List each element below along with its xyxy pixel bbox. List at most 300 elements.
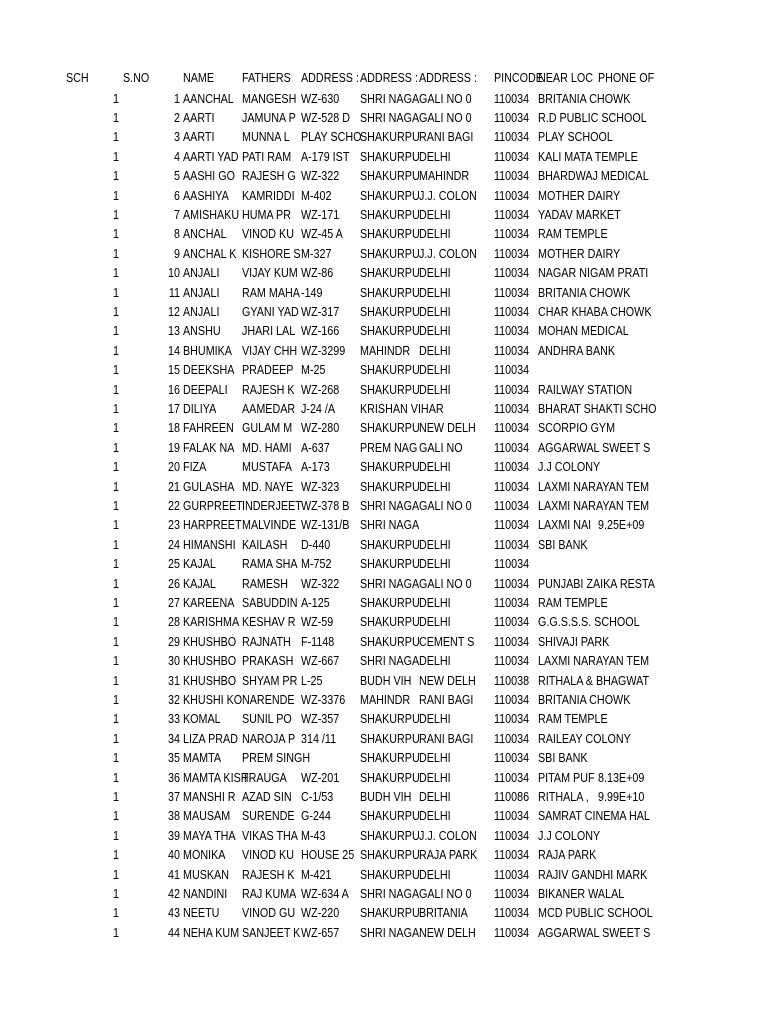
cell-address-1: J-24 /A (301, 401, 336, 416)
cell-address-3: DELHI (419, 207, 451, 222)
cell-near-loc: RAM TEMPLE (538, 227, 608, 242)
cell-pincode: 110034 (494, 654, 530, 669)
cell-fathers: GYANI YAD (242, 304, 299, 319)
cell-sno: 27 (168, 595, 180, 610)
cell-pincode: 110034 (494, 266, 530, 281)
cell-pincode: 110034 (494, 110, 530, 125)
cell-sno: 16 (168, 382, 180, 397)
cell-name: ANJALI (183, 266, 220, 281)
cell-name: FIZA (183, 460, 207, 475)
cell-sch: 1 (113, 91, 119, 106)
cell-sch: 1 (113, 595, 119, 610)
cell-pincode: 110034 (494, 91, 530, 106)
table-row (0, 807, 768, 826)
cell-sch: 1 (113, 460, 119, 475)
cell-name: AASHI GO (183, 169, 235, 184)
cell-phone: 9.99E+10 (598, 789, 645, 804)
table-row (0, 342, 768, 361)
cell-address-2: SHRI NAGA (360, 886, 420, 901)
cell-address-1: WZ-317 (301, 304, 340, 319)
cell-near-loc: PLAY SCHOOL (538, 130, 613, 145)
cell-address-1: PLAY SCHO (301, 130, 362, 145)
cell-near-loc: YADAV MARKET (538, 207, 621, 222)
cell-pincode: 110034 (494, 634, 530, 649)
cell-address-1: WZ-166 (301, 324, 340, 339)
cell-pincode: 110034 (494, 828, 530, 843)
cell-sno: 4 (174, 149, 180, 164)
cell-address-1: M-43 (301, 828, 326, 843)
cell-address-1: WZ-657 (301, 925, 340, 940)
cell-sch: 1 (113, 828, 119, 843)
cell-phone (598, 245, 651, 264)
cell-name: DILIYA (183, 401, 217, 416)
cell-name: AMISHAKU (183, 207, 240, 222)
cell-phone (598, 497, 651, 516)
cell-phone (598, 109, 651, 128)
cell-sch: 1 (113, 886, 119, 901)
cell-near-loc: MOHAN MEDICAL (538, 324, 629, 339)
cell-fathers: RAMA SHA (242, 557, 298, 572)
cell-fathers: MD. NAYE (242, 479, 294, 494)
table-row (0, 749, 768, 768)
cell-address-1: WZ-357 (301, 712, 340, 727)
table-row (0, 225, 768, 244)
cell-sch: 1 (113, 692, 119, 707)
cell-near-loc: NAGAR NIGAM PRATI (538, 266, 649, 281)
cell-phone (598, 361, 651, 380)
cell-near-loc: MCD PUBLIC SCHOOL (538, 906, 653, 921)
cell-name: NEETU (183, 906, 220, 921)
cell-pincode: 110034 (494, 712, 530, 727)
cell-address-3: RAJA PARK (419, 848, 478, 863)
cell-sch: 1 (113, 751, 119, 766)
cell-name: KHUSHBO (183, 654, 237, 669)
cell-sch: 1 (113, 207, 119, 222)
table-row (0, 458, 768, 477)
cell-sno: 8 (174, 227, 180, 242)
cell-fathers: KESHAV R (242, 615, 296, 630)
cell-pincode: 110034 (494, 557, 530, 572)
cell-sno: 35 (168, 751, 180, 766)
cell-pincode: 110034 (494, 595, 530, 610)
cell-name: KAJAL (183, 576, 216, 591)
cell-sch: 1 (113, 848, 119, 863)
cell-pincode: 110034 (494, 207, 530, 222)
cell-fathers: SURENDE (242, 809, 295, 824)
cell-sch: 1 (113, 518, 119, 533)
cell-pincode: 110034 (494, 925, 530, 940)
cell-address-3: DELHI (419, 615, 451, 630)
cell-near-loc: PUNJABI ZAIKA RESTA (538, 576, 655, 591)
cell-address-1: WZ-3299 (301, 343, 346, 358)
cell-sch: 1 (113, 537, 119, 552)
cell-phone (598, 167, 651, 186)
cell-pincode: 110034 (494, 227, 530, 242)
cell-name: ANCHAL (183, 227, 227, 242)
cell-pincode: 110034 (494, 343, 530, 358)
cell-near-loc: LAXMI NAI (538, 518, 592, 533)
cell-name: LIZA PRAD (183, 731, 238, 746)
cell-fathers: RAJESH G (242, 169, 296, 184)
cell-phone (598, 303, 651, 322)
cell-address-1: M-327 (301, 246, 332, 261)
cell-address-2: SHAKURPU (360, 266, 420, 281)
cell-phone (598, 284, 651, 303)
cell-address-1: A-173 (301, 460, 330, 475)
cell-sch: 1 (113, 401, 119, 416)
cell-phone (598, 264, 651, 283)
table-row (0, 730, 768, 749)
cell-sno: 29 (168, 634, 180, 649)
cell-sno: 9 (174, 246, 180, 261)
cell-sno: 37 (168, 789, 180, 804)
cell-address-3: DELHI (419, 363, 451, 378)
cell-phone (598, 206, 651, 225)
cell-sno: 14 (168, 343, 180, 358)
cell-address-1: WZ-59 (301, 615, 334, 630)
cell-address-2: SHAKURPU (360, 460, 420, 475)
cell-address-2: SHAKURPU (360, 557, 420, 572)
cell-phone (598, 148, 651, 167)
table-row (0, 322, 768, 341)
cell-phone (598, 342, 651, 361)
cell-address-3: DELHI (419, 712, 451, 727)
cell-pincode: 110034 (494, 149, 530, 164)
cell-phone (598, 439, 651, 458)
cell-address-1: WZ-268 (301, 382, 340, 397)
cell-address-2: SHAKURPU (360, 537, 420, 552)
cell-sch: 1 (113, 363, 119, 378)
cell-phone (598, 400, 651, 419)
cell-phone (598, 904, 651, 923)
cell-pincode: 110034 (494, 537, 530, 552)
cell-address-3: GALI NO 0 (419, 886, 472, 901)
cell-address-2: SHAKURPU (360, 479, 420, 494)
cell-address-3: DELHI (419, 149, 451, 164)
table-row (0, 381, 768, 400)
cell-pincode: 110034 (494, 809, 530, 824)
cell-address-3: RANI BAGI (419, 731, 474, 746)
cell-address-3: J.J. COLON (419, 828, 477, 843)
cell-address-1: WZ-322 (301, 169, 340, 184)
cell-name: AARTI (183, 130, 215, 145)
cell-near-loc: RAM TEMPLE (538, 595, 608, 610)
cell-name: DEEKSHA (183, 363, 235, 378)
cell-near-loc: RITHALA & BHAGWAT (538, 673, 650, 688)
cell-sno: 38 (168, 809, 180, 824)
cell-sno: 3 (174, 130, 180, 145)
cell-address-2: SHRI NAGA (360, 110, 420, 125)
cell-fathers: JHARI LAL (242, 324, 296, 339)
cell-address-1: M-752 (301, 557, 332, 572)
cell-near-loc: RAJIV GANDHI MARK (538, 867, 648, 882)
table-row (0, 128, 768, 147)
cell-sno: 34 (168, 731, 180, 746)
cell-address-2: BUDH VIH (360, 673, 412, 688)
cell-sch: 1 (113, 712, 119, 727)
cell-address-1: A-637 (301, 440, 330, 455)
cell-sch: 1 (113, 925, 119, 940)
cell-address-3: DELHI (419, 751, 451, 766)
cell-name: MANSHI R (183, 789, 236, 804)
cell-address-3: RANI BAGI (419, 130, 474, 145)
cell-fathers: MD. HAMI (242, 440, 292, 455)
cell-fathers: TRAUGA (242, 770, 287, 785)
cell-address-2: SHRI NAGA (360, 518, 420, 533)
cell-name: GULASHA (183, 479, 235, 494)
cell-address-1: C-1/53 (301, 789, 334, 804)
cell-address-3: DELHI (419, 867, 451, 882)
cell-sch: 1 (113, 789, 119, 804)
cell-address-2: MAHINDR (360, 343, 411, 358)
header-name: NAME (183, 71, 215, 85)
cell-name: NEHA KUM (183, 925, 240, 940)
cell-address-3: DELHI (419, 770, 451, 785)
cell-address-2: SHAKURPU (360, 421, 420, 436)
cell-pincode: 110034 (494, 382, 530, 397)
cell-pincode: 110034 (494, 498, 530, 513)
cell-fathers: JAMUNA P (242, 110, 296, 125)
cell-pincode: 110034 (494, 751, 530, 766)
header-row (0, 69, 768, 88)
cell-phone (598, 633, 651, 652)
cell-sno: 11 (168, 285, 180, 300)
table-row (0, 400, 768, 419)
cell-near-loc: PITAM PUF (538, 770, 595, 785)
cell-near-loc: SBI BANK (538, 537, 588, 552)
cell-sno: 24 (168, 537, 180, 552)
cell-address-1: G-244 (301, 809, 331, 824)
cell-address-3: DELHI (419, 227, 451, 242)
cell-fathers: KISHORE S (242, 246, 301, 261)
cell-address-1: -149 (301, 285, 323, 300)
cell-name: HIMANSHI (183, 537, 236, 552)
cell-fathers: SABUDDIN (242, 595, 298, 610)
cell-near-loc: R.D PUBLIC SCHOOL (538, 110, 647, 125)
cell-sch: 1 (113, 906, 119, 921)
cell-phone (598, 536, 651, 555)
cell-name: MONIKA (183, 848, 226, 863)
table-row (0, 575, 768, 594)
cell-address-1: WZ-634 A (301, 886, 349, 901)
cell-address-1: WZ-630 (301, 91, 340, 106)
cell-fathers: KAMRIDDI (242, 188, 295, 203)
cell-fathers: AZAD SIN (242, 789, 292, 804)
cell-address-2: SHAKURPU (360, 595, 420, 610)
cell-sch: 1 (113, 324, 119, 339)
cell-address-2: SHAKURPU (360, 615, 420, 630)
cell-fathers: INDERJEET (242, 498, 302, 513)
cell-address-2: SHAKURPU (360, 169, 420, 184)
cell-name: FALAK NA (183, 440, 235, 455)
cell-address-3: DELHI (419, 537, 451, 552)
cell-sno: 40 (168, 848, 180, 863)
cell-pincode: 110034 (494, 692, 530, 707)
cell-fathers: VIJAY KUM (242, 266, 298, 281)
cell-name: KAJAL (183, 557, 216, 572)
cell-fathers: VINOD KU (242, 848, 294, 863)
cell-address-1: WZ-528 D (301, 110, 350, 125)
cell-address-3: DELHI (419, 382, 451, 397)
cell-pincode: 110034 (494, 130, 530, 145)
cell-address-1: WZ-171 (301, 207, 340, 222)
cell-phone (598, 827, 651, 846)
cell-fathers: PATI RAM (242, 149, 292, 164)
cell-sch: 1 (113, 770, 119, 785)
cell-sno: 6 (174, 188, 180, 203)
cell-near-loc: SAMRAT CINEMA HAL (538, 809, 650, 824)
header-near-loc: NEAR LOC (538, 71, 593, 85)
cell-address-2: SHAKURPU (360, 770, 420, 785)
cell-sch: 1 (113, 304, 119, 319)
cell-sno: 13 (168, 324, 180, 339)
cell-address-2: SHAKURPU (360, 828, 420, 843)
cell-address-1: M-421 (301, 867, 332, 882)
cell-address-2: MAHINDR (360, 692, 411, 707)
cell-address-3: GALI NO 0 (419, 576, 472, 591)
cell-near-loc: RAILEAY COLONY (538, 731, 631, 746)
cell-sno: 41 (168, 867, 180, 882)
table-row (0, 497, 768, 516)
cell-sno: 43 (168, 906, 180, 921)
cell-fathers: RAJESH K (242, 382, 295, 397)
cell-address-1: WZ-86 (301, 266, 334, 281)
cell-phone (598, 730, 651, 749)
header-address-1: ADDRESS : (301, 71, 359, 85)
cell-address-3: MAHINDR (419, 169, 470, 184)
table-row (0, 361, 768, 380)
cell-name: KHUSHI KO (183, 692, 243, 707)
cell-phone (598, 90, 651, 109)
cell-sno: 23 (168, 518, 180, 533)
cell-fathers: VINOD GU (242, 906, 296, 921)
cell-address-3: J.J. COLON (419, 188, 477, 203)
cell-near-loc: LAXMI NARAYAN TEM (538, 479, 650, 494)
cell-address-3: RANI BAGI (419, 692, 474, 707)
cell-sch: 1 (113, 343, 119, 358)
table-row (0, 594, 768, 613)
cell-address-3: DELHI (419, 479, 451, 494)
cell-pincode: 110034 (494, 421, 530, 436)
cell-fathers: PREM SINGH (242, 751, 311, 766)
cell-address-1: WZ-667 (301, 654, 340, 669)
cell-pincode: 110034 (494, 848, 530, 863)
cell-address-2: SHAKURPU (360, 867, 420, 882)
cell-address-3: DELHI (419, 324, 451, 339)
cell-address-2: PREM NAG (360, 440, 418, 455)
table-row (0, 710, 768, 729)
cell-phone (598, 225, 651, 244)
table-row (0, 633, 768, 652)
cell-sno: 18 (168, 421, 180, 436)
cell-address-3: NEW DELH (419, 673, 476, 688)
cell-near-loc: MOTHER DAIRY (538, 188, 621, 203)
cell-address-3: J.J. COLON (419, 246, 477, 261)
cell-sno: 42 (168, 886, 180, 901)
cell-pincode: 110034 (494, 401, 530, 416)
cell-address-3: DELHI (419, 595, 451, 610)
cell-fathers: VIJAY CHH (242, 343, 298, 358)
cell-sno: 17 (168, 401, 180, 416)
cell-address-3: GALI NO 0 (419, 110, 472, 125)
cell-address-3 (419, 400, 483, 419)
table-row (0, 885, 768, 904)
cell-name: MAMTA KISH (183, 770, 249, 785)
cell-sch: 1 (113, 809, 119, 824)
cell-address-1: D-440 (301, 537, 331, 552)
cell-address-1: WZ-131/B (301, 518, 350, 533)
cell-sno: 1 (174, 91, 180, 106)
table-row (0, 284, 768, 303)
cell-address-3: GALI NO 0 (419, 498, 472, 513)
cell-near-loc: RAM TEMPLE (538, 712, 608, 727)
cell-address-3: DELHI (419, 304, 451, 319)
cell-fathers: GULAM M (242, 421, 293, 436)
cell-fathers: RAJESH K (242, 867, 295, 882)
cell-address-3: DELHI (419, 789, 451, 804)
cell-name: NANDINI (183, 886, 228, 901)
cell-address-1: WZ-3376 (301, 692, 346, 707)
cell-phone (598, 866, 651, 885)
table-row (0, 846, 768, 865)
cell-phone (598, 419, 651, 438)
cell-address-1: WZ-323 (301, 479, 340, 494)
cell-address-1: L-25 (301, 673, 323, 688)
header-pincode: PINCODE (494, 71, 543, 85)
cell-near-loc: LAXMI NARAYAN TEM (538, 498, 650, 513)
cell-sch: 1 (113, 731, 119, 746)
cell-address-3: DELHI (419, 460, 451, 475)
cell-near-loc: SCORPIO GYM (538, 421, 616, 436)
cell-sch: 1 (113, 498, 119, 513)
table-row (0, 303, 768, 322)
cell-near-loc: LAXMI NARAYAN TEM (538, 654, 650, 669)
cell-address-1: 314 /11 (301, 731, 337, 746)
table-row (0, 924, 768, 943)
cell-sno: 26 (168, 576, 180, 591)
cell-name: AARTI YAD (183, 149, 239, 164)
cell-sno: 30 (168, 654, 180, 669)
cell-fathers: MUSTAFA (242, 460, 292, 475)
table-row (0, 419, 768, 438)
cell-sch: 1 (113, 285, 119, 300)
cell-address-2: KRISHAN VIHAR (360, 401, 444, 416)
cell-address-2: SHRI NAGA (360, 91, 420, 106)
cell-sno: 22 (168, 498, 180, 513)
cell-address-2: SHAKURPU (360, 382, 420, 397)
cell-sch: 1 (113, 421, 119, 436)
cell-name: ANCHAL K (183, 246, 237, 261)
cell-phone (598, 807, 651, 826)
cell-sch: 1 (113, 867, 119, 882)
cell-sno: 44 (168, 925, 180, 940)
cell-sno: 19 (168, 440, 180, 455)
cell-near-loc: RITHALA , (538, 789, 589, 804)
cell-phone (598, 924, 651, 943)
cell-address-2: SHAKURPU (360, 227, 420, 242)
cell-phone (598, 672, 651, 691)
cell-near-loc: BHARDWAJ MEDICAL (538, 169, 649, 184)
cell-sno: 12 (168, 304, 180, 319)
cell-address-2: SHAKURPU (360, 731, 420, 746)
cell-name: KOMAL (183, 712, 221, 727)
cell-sno: 7 (174, 207, 180, 222)
cell-fathers: NAROJA P (242, 731, 296, 746)
cell-sno: 10 (168, 266, 180, 281)
cell-address-3: GALI NO (419, 440, 463, 455)
cell-address-3 (419, 516, 483, 535)
cell-phone (598, 381, 651, 400)
